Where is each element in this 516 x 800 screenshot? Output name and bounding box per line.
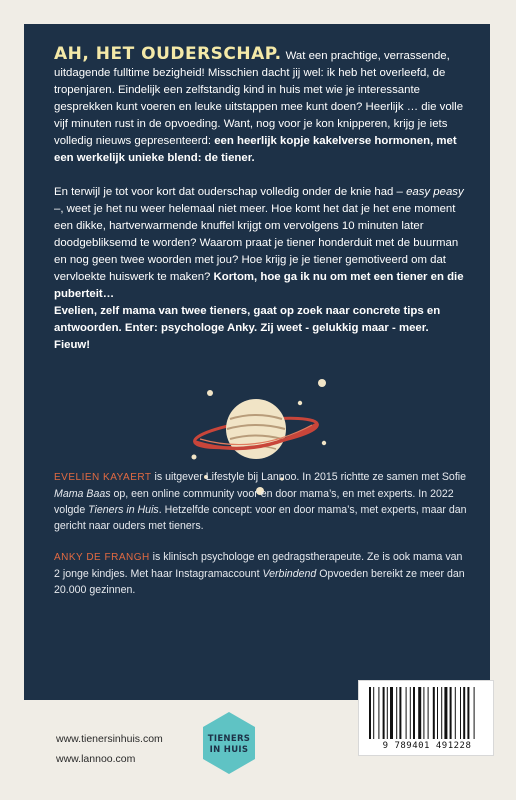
url-lannoo[interactable]: www.lannoo.com: [56, 753, 136, 765]
intro-paragraph-3: Evelien, zelf mama van twee tieners, gaat op zoek naar concrete tips en antwoorden. Enter: psychologe Anky. Zij weet - gelukkig maar - meer. Fieuw!: [54, 305, 441, 351]
isbn-number: 9 789401 491228: [382, 741, 472, 751]
isbn-barcode: [358, 680, 494, 756]
intro-text-2a: En terwijl je tot voor kort dat ouderschap volledig onder de knie had –: [54, 186, 407, 198]
bio-evelien-name: EVELIEN KAYAERT: [54, 472, 152, 483]
logo-line-2: IN HUIS: [209, 745, 249, 755]
bio-evelien-text-b: op, een online community voor en door mama’s, en met experts. In 2022 volgde: [54, 488, 454, 516]
bio-evelien-text-a: is uitgever Lifestyle bij Lannoo. In 2015 richtte ze samen met Sofie: [151, 471, 467, 483]
bio-evelien-italic-1: Mama Baas: [54, 488, 111, 500]
intro-text-1: Wat een prachtige, verrassende, uitdagende fulltime bezigheid! Misschien dacht jij wel: ik heb het overleefd, de tropenjaren. Eindelijk een zelfstandig kind in huis met wie je interessante gesprekken kunt voeren en leuke uitstappen mee kunt doen? Heerlijk … die volle vijf minuten rust in de opvoeding. Want, nog voor je kon knipperen, krijg je iets volledig nieuws gepresenteerd:: [54, 50, 464, 147]
intro-title: AH, HET OUDERSCHAP.: [54, 44, 282, 64]
bio-anky-name: ANKY DE FRANGH: [54, 552, 150, 563]
bio-evelien-italic-2: Tieners in Huis: [88, 504, 159, 516]
intro-bold-2: Kortom, hoe ga ik nu om met een tiener en die puberteit…: [54, 271, 464, 300]
intro-text-2b: –, weet je het nu weer helemaal niet meer. Hoe komt het dat je het ene moment een dikke, hartverwarmende knuffel krijgt om vervolgens 10 minuten later doodgebliksemd te worden? Waarom praat je tiener honderduit met de buurman en nog geen twee woorden met jou? Hoe krijg je je tiener gemotiveerd om dat vervloekte huiswerk te maken?: [54, 203, 459, 283]
logo-line-1: TIENERS: [207, 734, 251, 744]
intro-paragraph-1: [54, 46, 466, 167]
intro-italic-2: easy peasy: [406, 186, 464, 198]
bio-anky: [54, 549, 470, 598]
back-cover-panel: [24, 24, 490, 700]
barcode-bars: [359, 681, 495, 741]
url-tienersinhuis[interactable]: www.tienersinhuis.com: [56, 733, 163, 745]
intro-paragraph-2: [54, 184, 466, 303]
bio-evelien: [54, 469, 470, 534]
bio-anky-text-b: Opvoeden bereikt ze meer dan 20.000 gezinnen.: [54, 568, 465, 596]
bio-anky-text-a: is klinisch psychologe en gedragstherapeute. Ze is ook mama van 2 jonge kindjes. Met haar Instagramaccount: [54, 551, 463, 580]
teal-hexagon-logo: [200, 710, 258, 776]
intro-bold-1: een heerlijk kopje kakelverse hormonen, met een werkelijk unieke blend: de tiener.: [54, 135, 457, 164]
bio-evelien-text-c: . Hetzelfde concept: voor en door mama’s, met experts, maar dan gericht naar ouders met tieners.: [54, 504, 467, 532]
bio-anky-italic: Verbindend: [262, 568, 317, 580]
